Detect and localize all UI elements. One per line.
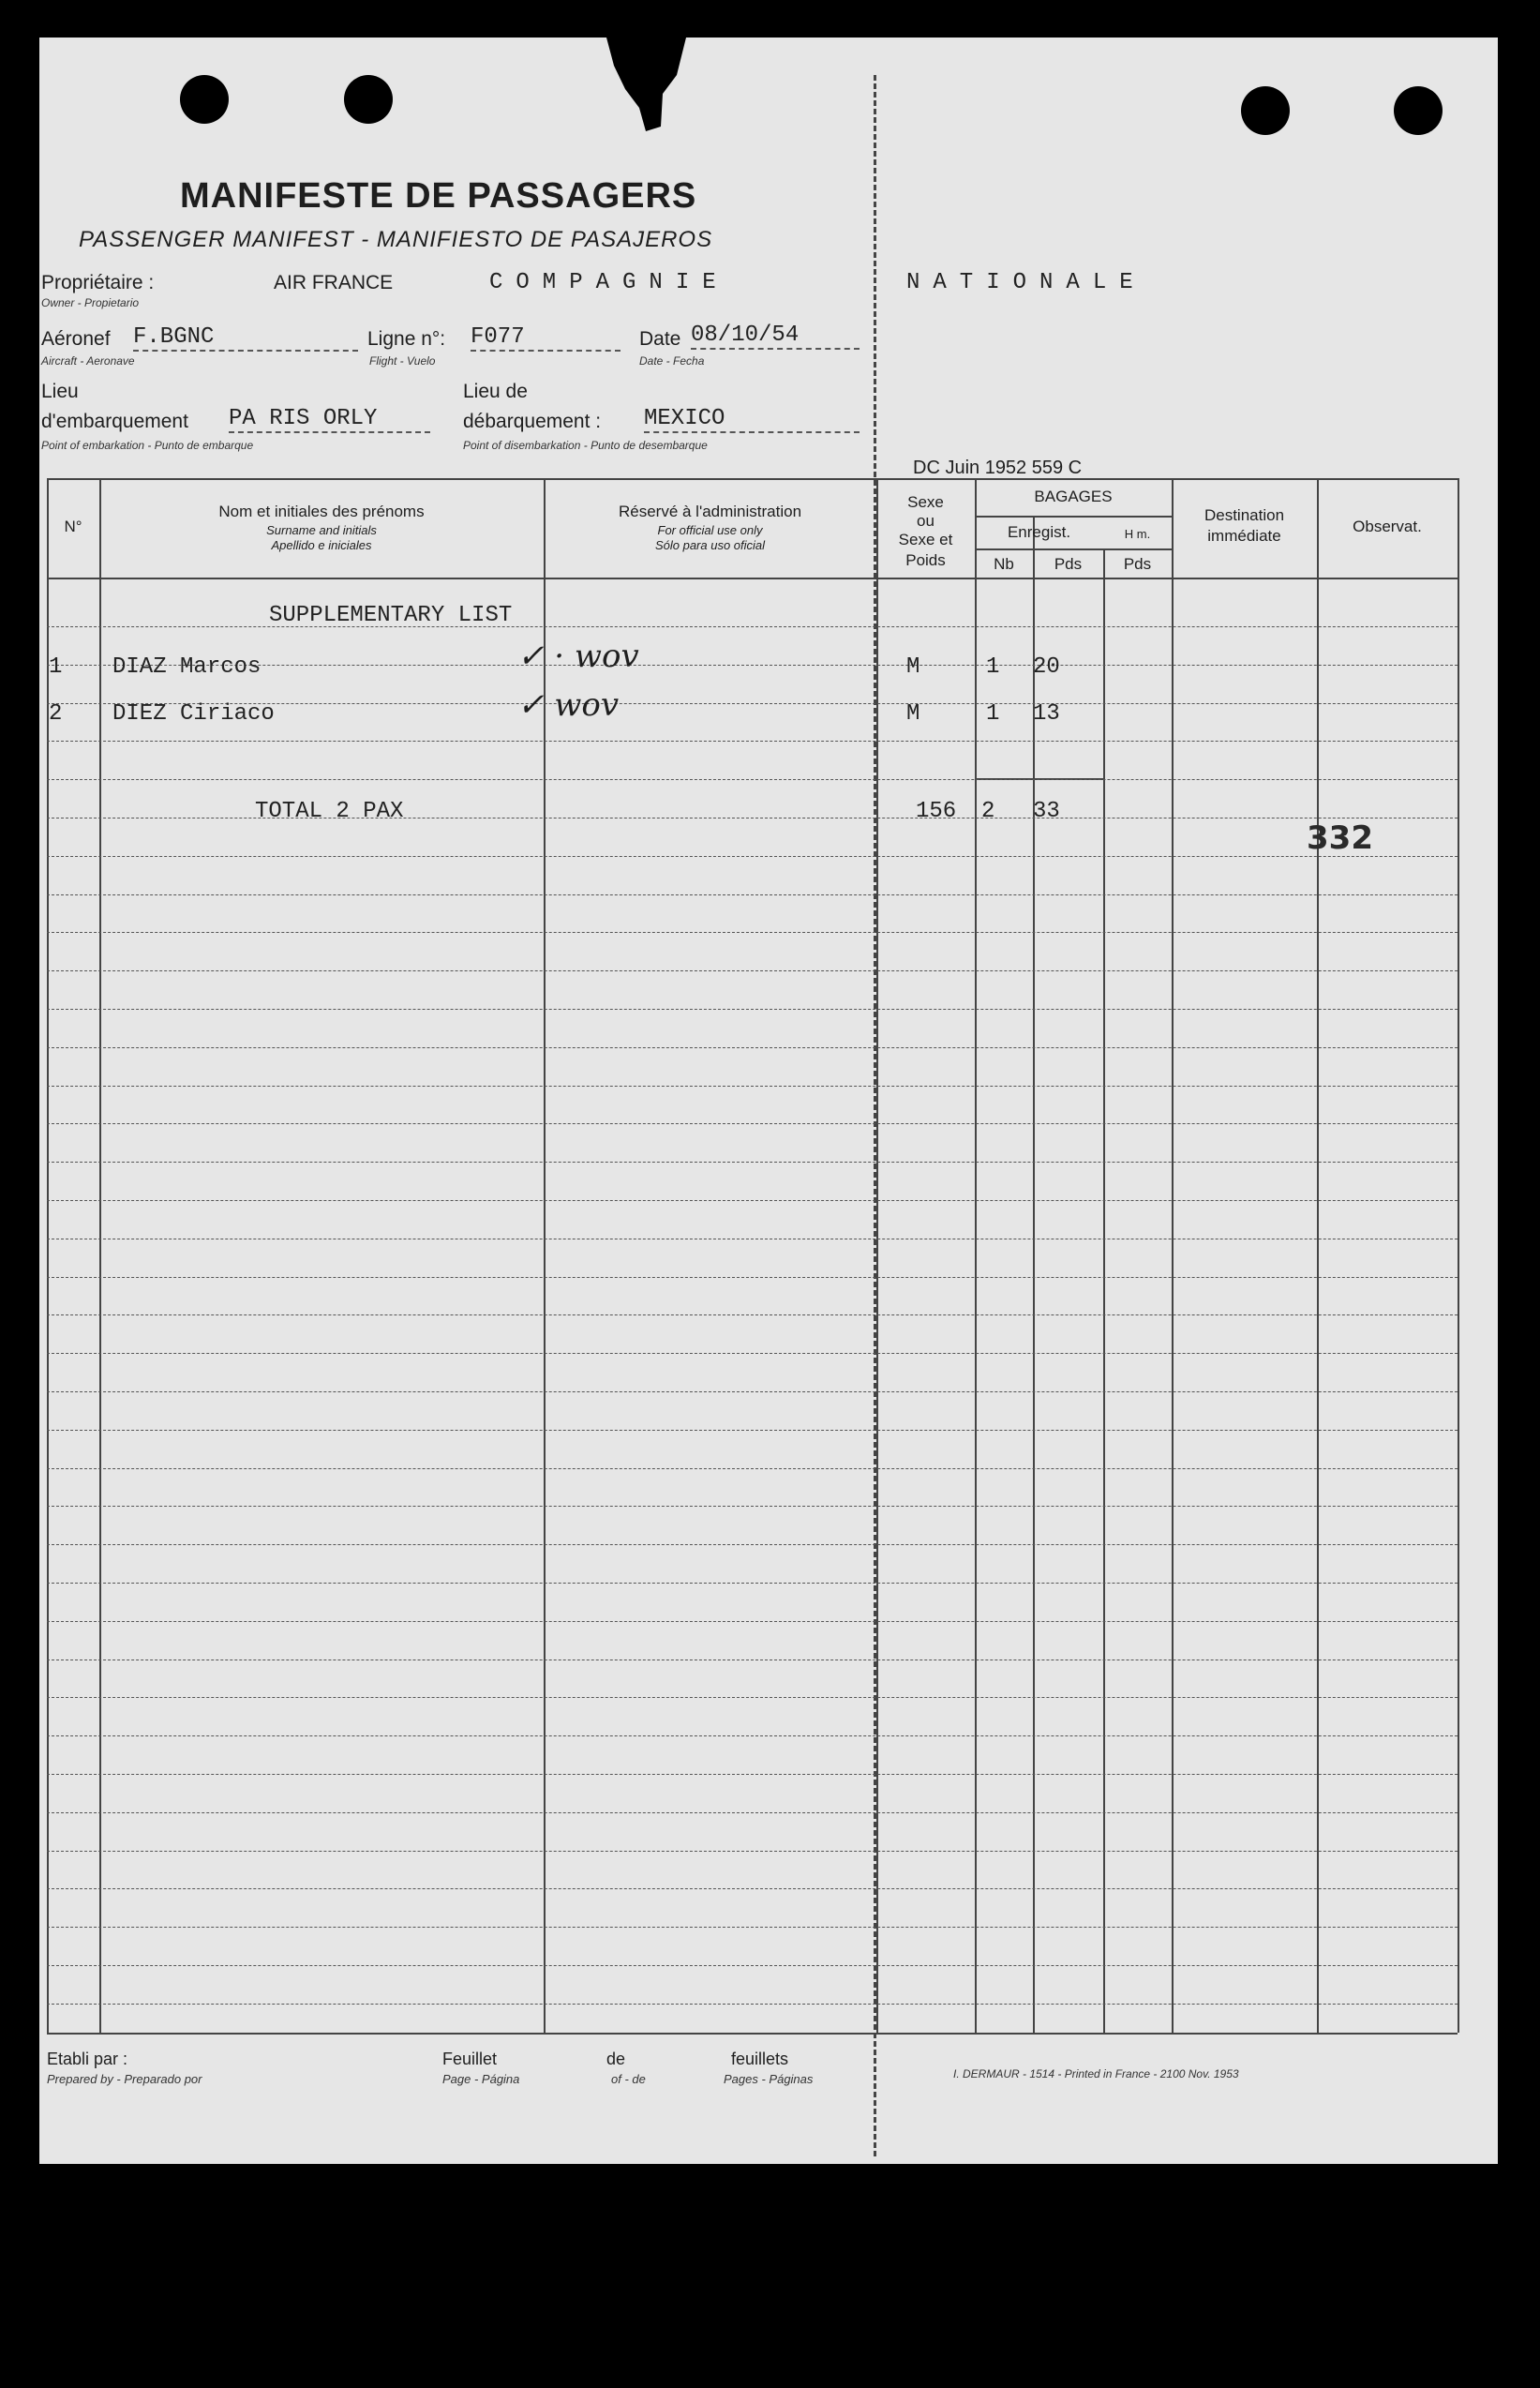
row-1-no: 1 bbox=[49, 654, 63, 680]
ruled-line bbox=[47, 1009, 1458, 1010]
date-sublabel: Date - Fecha bbox=[639, 354, 705, 368]
row-2-no: 2 bbox=[49, 701, 63, 727]
ruled-line bbox=[47, 1774, 1458, 1775]
punch-hole-2 bbox=[344, 75, 393, 124]
header-no: N° bbox=[64, 518, 82, 535]
ruled-line bbox=[47, 1200, 1458, 1201]
header-destination-1: Destination bbox=[1204, 506, 1285, 524]
supplementary-list-label: SUPPLEMENTARY LIST bbox=[269, 603, 513, 628]
registered-header-divider bbox=[975, 548, 1172, 550]
ruled-line bbox=[47, 2004, 1458, 2005]
owner-label: Propriétaire : bbox=[41, 272, 155, 293]
disembarkation-sublabel: Point of disembarkation - Punto de desembarque bbox=[463, 439, 708, 452]
col-border-nb bbox=[1033, 516, 1035, 2033]
paper-tear bbox=[588, 38, 691, 141]
ruled-line bbox=[47, 932, 1458, 933]
ruled-line bbox=[47, 1888, 1458, 1889]
header-nb: Nb bbox=[994, 555, 1014, 573]
embarkation-value: PA RIS ORLY bbox=[229, 406, 430, 433]
flight-value: F077 bbox=[471, 324, 620, 352]
form-code: DC Juin 1952 559 C bbox=[913, 458, 1083, 478]
printer-imprint: I. DERMAUR - 1514 - Printed in France - 2100 Nov. 1953 bbox=[953, 2067, 1239, 2080]
row-1-sex: M bbox=[906, 654, 920, 680]
ruled-line bbox=[47, 1047, 1458, 1048]
ruled-line bbox=[47, 970, 1458, 971]
row-1-name: DIAZ Marcos bbox=[112, 654, 262, 680]
ruled-line bbox=[47, 1851, 1458, 1852]
ruled-line bbox=[47, 1621, 1458, 1622]
baggage-header-divider bbox=[975, 516, 1172, 518]
total-nb: 2 bbox=[981, 799, 995, 824]
col-border-destination bbox=[1317, 478, 1319, 2033]
col-border-pds bbox=[1103, 548, 1105, 2033]
table-top-border bbox=[47, 478, 1458, 480]
form-subtitle: PASSENGER MANIFEST - MANIFIESTO DE PASAJEROS bbox=[79, 227, 713, 252]
flight-sublabel: Flight - Vuelo bbox=[369, 354, 436, 368]
header-sex-4: Poids bbox=[905, 551, 946, 569]
header-name: Nom et initiales des prénoms bbox=[218, 503, 425, 520]
ruled-line bbox=[47, 894, 1458, 895]
table-header-bottom bbox=[47, 578, 1458, 579]
of-label: de bbox=[606, 2050, 626, 2068]
header-baggage: BAGAGES bbox=[1034, 488, 1113, 505]
row-2-sex: M bbox=[906, 701, 920, 727]
total-pds: 33 bbox=[1033, 799, 1060, 824]
header-hand: H m. bbox=[1124, 527, 1151, 541]
header-sex-1: Sexe bbox=[907, 493, 944, 511]
owner-typed-right: NATIONALE bbox=[906, 270, 1146, 295]
row-1-pds: 20 bbox=[1033, 654, 1060, 680]
header-name-en: Surname and initials bbox=[266, 523, 377, 537]
ruled-line bbox=[47, 1697, 1458, 1698]
embarkation-label-2: d'embarquement bbox=[41, 411, 188, 432]
header-pds-2: Pds bbox=[1123, 555, 1152, 573]
punch-hole-4 bbox=[1394, 86, 1443, 135]
aircraft-label: Aéronef bbox=[41, 328, 111, 350]
header-registered: Enregist. bbox=[1007, 523, 1071, 541]
aircraft-value: F.BGNC bbox=[133, 324, 358, 352]
row-2-admin-mark: ✓ wov bbox=[517, 686, 620, 724]
punch-hole-1 bbox=[180, 75, 229, 124]
ruled-line bbox=[47, 1468, 1458, 1469]
disembarkation-label-1: Lieu de bbox=[463, 381, 528, 402]
row-1-nb: 1 bbox=[986, 654, 1000, 680]
owner-printed-value: AIR FRANCE bbox=[274, 272, 394, 293]
sheet-sublabel: Page - Página bbox=[442, 2072, 520, 2086]
table-bottom-border bbox=[47, 2033, 1458, 2035]
ruled-line bbox=[47, 779, 1458, 780]
header-name-es: Apellido e iniciales bbox=[271, 538, 372, 552]
ruled-line bbox=[47, 1927, 1458, 1928]
header-destination-2: immédiate bbox=[1207, 527, 1281, 545]
ruled-line bbox=[47, 1735, 1458, 1736]
ruled-line bbox=[47, 1583, 1458, 1584]
ruled-line bbox=[47, 1162, 1458, 1163]
form-title: MANIFESTE DE PASSAGERS bbox=[180, 176, 697, 216]
col-border-no bbox=[99, 478, 101, 2033]
ruled-line bbox=[47, 856, 1458, 857]
ruled-line bbox=[47, 1544, 1458, 1545]
handwritten-number: 332 bbox=[1307, 819, 1373, 857]
total-weight: 156 bbox=[916, 799, 957, 824]
header-admin-en: For official use only bbox=[657, 523, 763, 537]
punch-hole-3 bbox=[1241, 86, 1290, 135]
owner-typed: COMPAGNIE bbox=[489, 270, 729, 295]
header-observations: Observat. bbox=[1353, 518, 1422, 535]
prepared-by-label: Etabli par : bbox=[47, 2050, 128, 2068]
ruled-line bbox=[47, 1123, 1458, 1124]
ruled-line bbox=[47, 1086, 1458, 1087]
ruled-line bbox=[47, 1965, 1458, 1966]
ruled-line bbox=[47, 1812, 1458, 1813]
sheets-sublabel: Pages - Páginas bbox=[724, 2072, 814, 2086]
owner-sublabel: Owner - Propietario bbox=[41, 296, 140, 309]
date-value: 08/10/54 bbox=[691, 323, 860, 350]
ruled-line bbox=[47, 741, 1458, 742]
ruled-line bbox=[47, 1391, 1458, 1392]
col-border-sex bbox=[975, 478, 977, 2033]
row-2-pds: 13 bbox=[1033, 701, 1060, 727]
ruled-line bbox=[47, 1506, 1458, 1507]
col-border-admin bbox=[876, 478, 878, 2033]
header-sex-2: ou bbox=[917, 512, 934, 530]
date-label: Date bbox=[639, 328, 681, 350]
sheets-label: feuillets bbox=[731, 2050, 789, 2068]
header-admin: Réservé à l'administration bbox=[618, 503, 802, 520]
col-border-hand bbox=[1172, 478, 1174, 2033]
flight-label: Ligne n°: bbox=[367, 328, 446, 350]
row-2-nb: 1 bbox=[986, 701, 1000, 727]
col-border-right bbox=[1458, 478, 1459, 2033]
manifest-page bbox=[39, 38, 1498, 2164]
embarkation-label-1: Lieu bbox=[41, 381, 79, 402]
aircraft-sublabel: Aircraft - Aeronave bbox=[41, 354, 135, 368]
disembarkation-label-2: débarquement : bbox=[463, 411, 602, 432]
header-pds: Pds bbox=[1054, 555, 1083, 573]
row-1-admin-mark: ✓ · wov bbox=[517, 638, 639, 675]
header-sex-3: Sexe et bbox=[898, 531, 953, 548]
of-sublabel: of - de bbox=[611, 2072, 646, 2086]
total-label: TOTAL 2 PAX bbox=[255, 799, 404, 824]
sheet-label: Feuillet bbox=[442, 2050, 498, 2068]
ruled-line bbox=[47, 1353, 1458, 1354]
header-admin-es: Sólo para uso oficial bbox=[654, 538, 766, 552]
ruled-line bbox=[47, 626, 1458, 627]
embarkation-sublabel: Point of embarkation - Punto de embarque bbox=[41, 439, 254, 452]
prepared-by-sublabel: Prepared by - Preparado por bbox=[47, 2072, 202, 2086]
disembarkation-value: MEXICO bbox=[644, 406, 860, 433]
ruled-line bbox=[47, 1277, 1458, 1278]
row-2-name: DIEZ Ciriaco bbox=[112, 701, 275, 727]
ruled-line bbox=[47, 1314, 1458, 1315]
ruled-line bbox=[47, 1430, 1458, 1431]
